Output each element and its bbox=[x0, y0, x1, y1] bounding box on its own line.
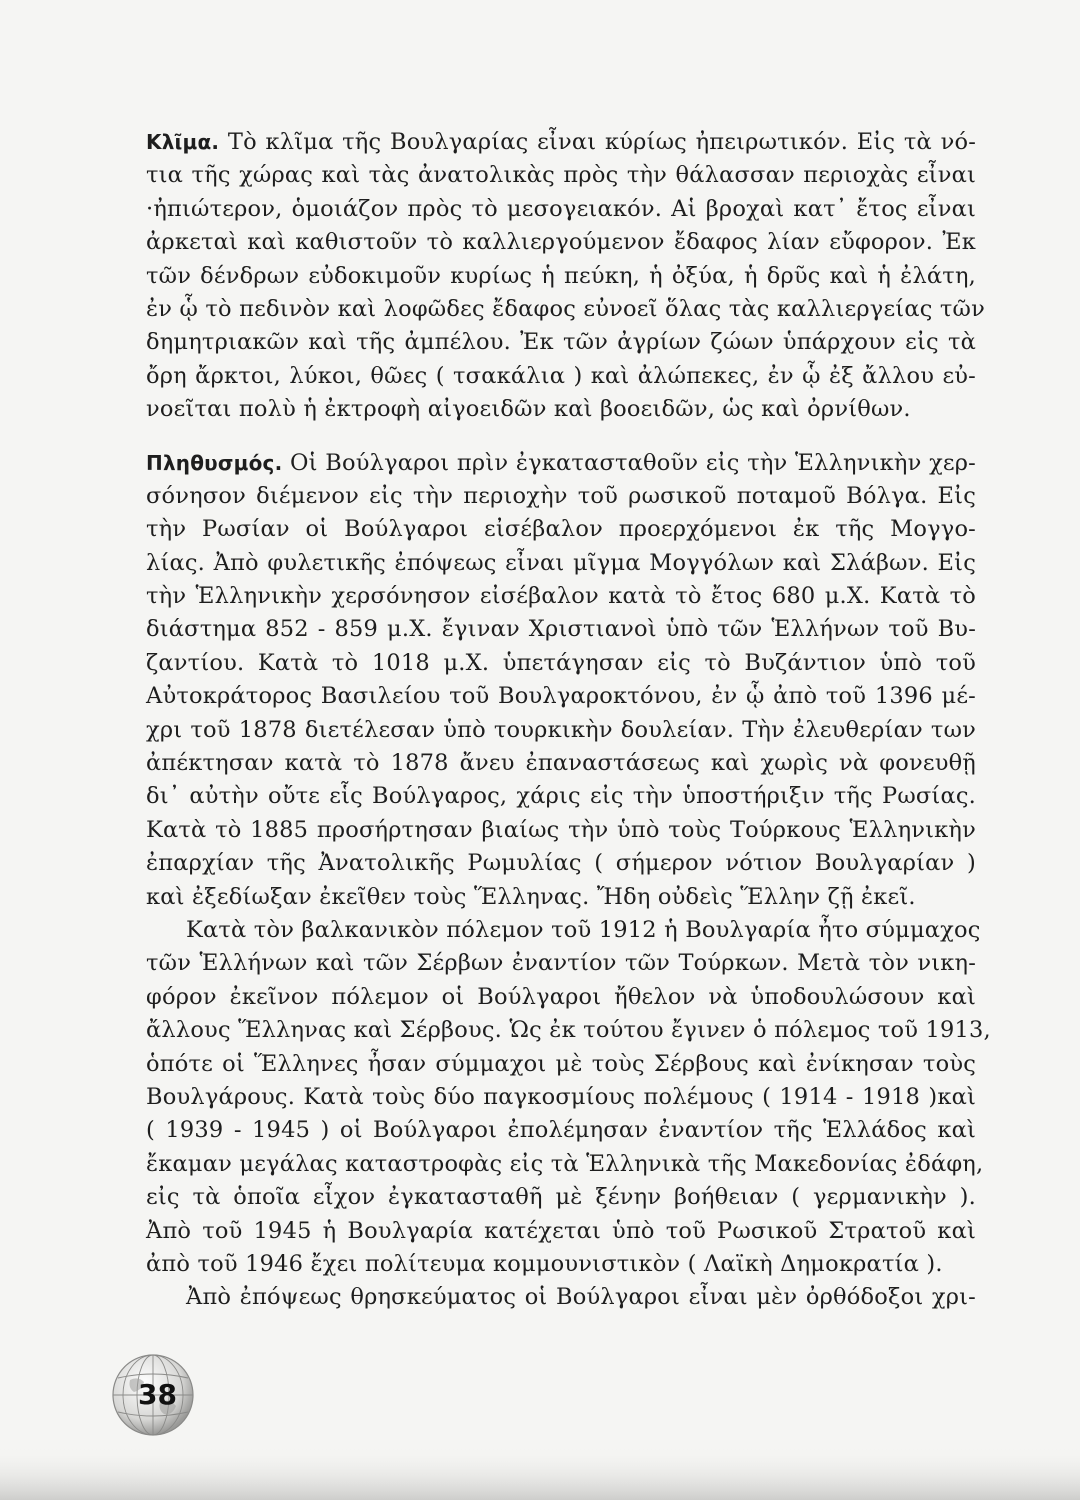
page-text bbox=[146, 126, 991, 1315]
text-line: Κατὰ τὸν βαλκανικὸν πόλεμον τοῦ 1912 ἡ Βουλγαρία ἦτο σύμμαχος bbox=[186, 916, 981, 943]
text-line: τῶν Ἑλλήνων καὶ τῶν Σέρβων ἐναντίον τῶν Τούρκων. Μετὰ τὸν νικη- bbox=[146, 950, 976, 977]
wars-paragraph bbox=[146, 914, 991, 1281]
text-line: διάστημα 852 - 859 μ.Χ. ἔγιναν Χριστιανοὶ ὑπὸ τῶν Ἑλλήνων τοῦ Βυ- bbox=[146, 616, 976, 643]
text-line: ἄλλους Ἕλληνας καὶ Σέρβους. Ὡς ἐκ τούτου ἔγινεν ὁ πόλεμος τοῦ 1913, bbox=[146, 1017, 991, 1044]
text-line: τια τῆς χώρας καὶ τὰς ἀνατολικὰς πρὸς τὴν θάλασσαν περιοχὰς εἶναι bbox=[146, 162, 976, 189]
scan-noise bbox=[0, 1445, 1080, 1500]
text-line: ὄρη ἄρκτοι, λύκοι, θῶες ( τσακάλια ) καὶ ἀλώπεκες, ἐν ᾧ ἐξ ἄλλου εὐ- bbox=[146, 362, 976, 389]
text-line: τὴν Ἑλληνικὴν χερσόνησον εἰσέβαλον κατὰ τὸ ἔτος 680 μ.Χ. Κατὰ τὸ bbox=[146, 583, 976, 610]
text-line: δι᾽ αὐτὴν οὔτε εἷς Βούλγαρος, χάρις εἰς τὴν ὑποστήριξιν τῆς Ρωσίας. bbox=[146, 783, 976, 810]
text-line: φόρον ἐκεῖνον πόλεμον οἱ Βούλγαροι ἤθελον νὰ ὑποδουλώσουν καὶ bbox=[146, 983, 976, 1010]
text-line: τὴν Ρωσίαν οἱ Βούλγαροι εἰσέβαλον προερχόμενοι ἐκ τῆς Μογγο- bbox=[146, 516, 976, 543]
population-paragraph bbox=[146, 447, 976, 914]
text-line: Αὐτοκράτορος Βασιλείου τοῦ Βουλγαροκτόνου, ἐν ᾧ ἀπὸ τοῦ 1396 μέ- bbox=[146, 683, 976, 710]
text-line: ἀρκεταὶ καὶ καθιστοῦν τὸ καλλιεργούμενον ἔδαφος λίαν εὔφορον. Ἐκ bbox=[146, 229, 976, 256]
text-line: Βουλγάρους. Κατὰ τοὺς δύο παγκοσμίους πολέμους ( 1914 - 1918 )καὶ bbox=[146, 1083, 976, 1110]
text-line: Κατὰ τὸ 1885 προσήρτησαν βιαίως τὴν ὑπὸ τοὺς Τούρκους Ἑλληνικὴν bbox=[146, 816, 976, 843]
text-line: χρι τοῦ 1878 διετέλεσαν ὑπὸ τουρκικὴν δουλείαν. Τὴν ἐλευθερίαν των bbox=[146, 716, 976, 743]
paragraph-gap bbox=[146, 427, 976, 447]
text-line: εἰς τὰ ὁποῖα εἶχον ἐγκατασταθῆ μὲ ξένην βοήθειαν ( γερμανικὴν ). bbox=[146, 1184, 976, 1211]
text-line: Ἀπὸ ἐπόψεως θρησκεύματος οἱ Βούλγαροι εἶναι μὲν ὀρθόδοξοι χρι- bbox=[186, 1284, 976, 1311]
text-line: σόνησον διέμενον εἰς τὴν περιοχὴν τοῦ ρωσικοῦ ποταμοῦ Βόλγα. Εἰς bbox=[146, 482, 976, 509]
text-line: λίας. Ἀπὸ φυλετικῆς ἐπόψεως εἶναι μῖγμα Μογγόλων καὶ Σλάβων. Εἰς bbox=[146, 549, 976, 576]
text-line: Ἀπὸ τοῦ 1945 ἡ Βουλγαρία κατέχεται ὑπὸ τοῦ Ρωσικοῦ Στρατοῦ καὶ bbox=[146, 1217, 976, 1244]
text-line: ἔκαμαν μεγάλας καταστροφὰς εἰς τὰ Ἑλληνικὰ τῆς Μακεδονίας ἐδάφη, bbox=[146, 1150, 984, 1177]
text-line: Πληθυσμός. Οἱ Βούλγαροι πρὶν ἐγκατασταθοῦν εἰς τὴν Ἑλληνικὴν χερ- bbox=[146, 449, 976, 476]
section-heading-climate: Κλῖμα. bbox=[146, 130, 220, 154]
climate-paragraph bbox=[146, 126, 985, 427]
text-line: νοεῖται πολὺ ἡ ἐκτροφὴ αἰγοειδῶν καὶ βοοειδῶν, ὡς καὶ ὀρνίθων. bbox=[146, 396, 911, 423]
text-line: Κλῖμα. Τὸ κλῖμα τῆς Βουλγαρίας εἶναι κύρίως ἠπειρωτικόν. Εἰς τὰ νό- bbox=[146, 129, 976, 155]
text-line: ἐν ᾧ τὸ πεδινὸν καὶ λοφῶδες ἔδαφος εὐνοεῖ ὅλας τὰς καλλιεργείας τῶν bbox=[146, 295, 985, 322]
section-heading-population: Πληθυσμός. bbox=[146, 450, 283, 475]
text-line: ·ἠπιώτερον, ὁμοιάζον πρὸς τὸ μεσογειακόν. Αἱ βροχαὶ κατ᾽ ἔτος εἶναι bbox=[146, 195, 976, 222]
page-number: 38 bbox=[138, 1378, 177, 1411]
text-line: ἀπέκτησαν κατὰ τὸ 1878 ἄνευ ἐπαναστάσεως καὶ χωρὶς νὰ φονευθῇ bbox=[146, 750, 976, 777]
text-line: τῶν δένδρων εὐδοκιμοῦν κυρίως ἡ πεύκη, ἡ ὀξύα, ἡ δρῦς καὶ ἡ ἐλάτη, bbox=[146, 262, 976, 289]
text-line: ( 1939 - 1945 ) οἱ Βούλγαροι ἐπολέμησαν ἐναντίον τῆς Ἑλλάδος καὶ bbox=[146, 1117, 976, 1144]
text-line: καὶ ἐξεδίωξαν ἐκεῖθεν τοὺς Ἕλληνας. Ἤδη οὐδεὶς Ἕλλην ζῇ ἐκεῖ. bbox=[146, 883, 916, 910]
text-line: δημητριακῶν καὶ τῆς ἀμπέλου. Ἐκ τῶν ἀγρίων ζώων ὑπάρχουν εἰς τὰ bbox=[146, 329, 976, 356]
text-line: ὁπότε οἱ Ἕλληνες ἦσαν σύμμαχοι μὲ τοὺς Σέρβους καὶ ἐνίκησαν τοὺς bbox=[146, 1050, 976, 1077]
text-line: ἀπὸ τοῦ 1946 ἔχει πολίτευμα κομμουνιστικὸν ( Λαϊκὴ Δημοκρατία ). bbox=[146, 1250, 943, 1277]
text-line: ζαντίου. Κατὰ τὸ 1018 μ.Χ. ὑπετάγησαν εἰς τὸ Βυζάντιον ὑπὸ τοῦ bbox=[146, 649, 976, 676]
text-line: ἐπαρχίαν τῆς Ἀνατολικῆς Ρωμυλίας ( σήμερον νότιον Βουλγαρίαν ) bbox=[146, 850, 976, 877]
religion-paragraph bbox=[146, 1281, 976, 1314]
